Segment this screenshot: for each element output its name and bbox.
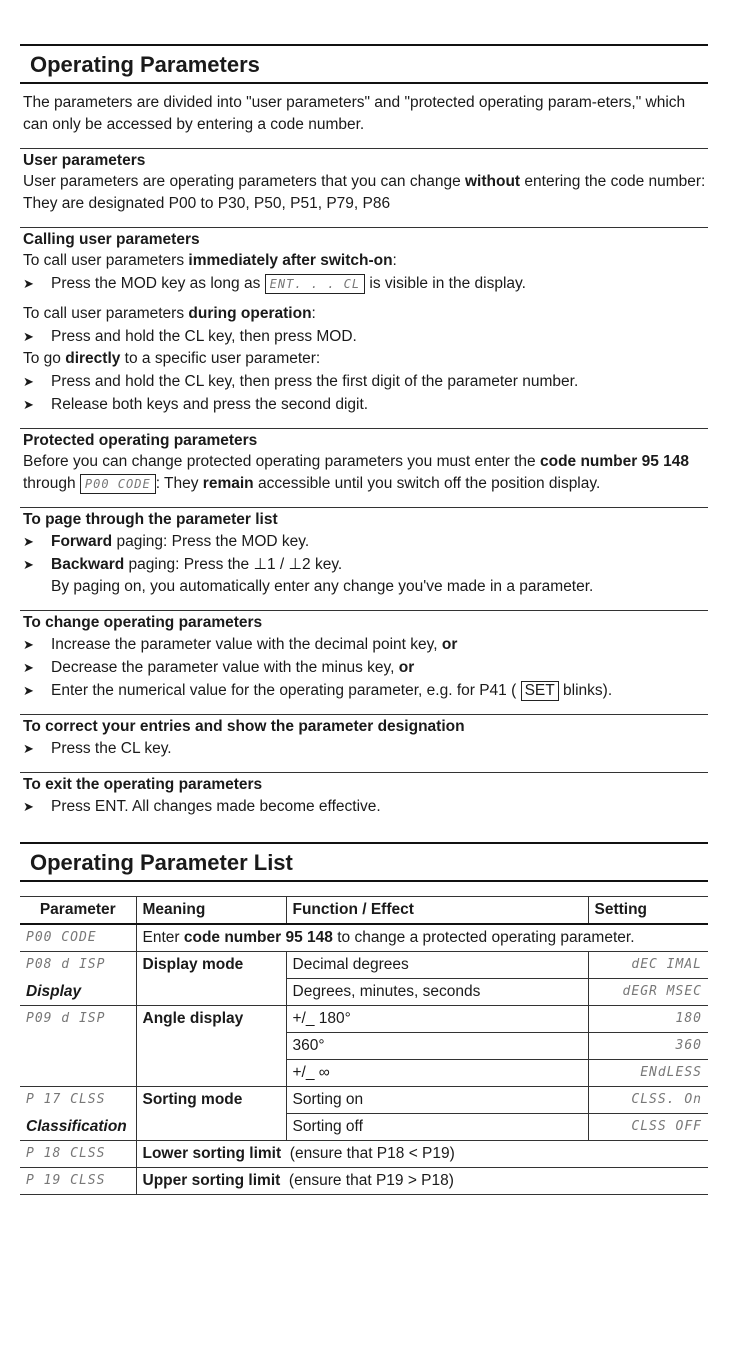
param-setting: dEC IMAL — [588, 952, 708, 979]
correct-section — [20, 714, 708, 760]
arrow-icon: ➤ — [23, 660, 34, 675]
param-code: P 19 CLSS — [20, 1168, 136, 1195]
change-title: To change operating parameters — [23, 614, 263, 631]
user-parameters-text: User parameters are operating parameters that you can change without entering the code number: They are designated P00 to P30, P50, P51, P79, P86 — [23, 173, 706, 212]
list-item: ➤ Press and hold the CL key, then press the first digit of the parameter number. — [20, 370, 708, 393]
param-setting: 180 — [588, 1006, 708, 1033]
arrow-icon: ➤ — [23, 374, 34, 389]
arrow-icon: ➤ — [23, 276, 34, 291]
protected-title: Protected operating parameters — [23, 432, 258, 449]
calling-line2: To call user parameters during operation: — [23, 305, 316, 322]
list-item: ➤ Backward paging: Press the ⊥1 / ⊥2 key. — [20, 553, 708, 576]
header-meaning: Meaning — [136, 897, 286, 925]
lcd-display: P00 CODE — [80, 474, 156, 494]
param-function: Sorting on — [286, 1087, 588, 1114]
arrow-icon: ➤ — [23, 557, 34, 572]
user-parameters-section — [20, 148, 708, 215]
lcd-display: ENT. . . CL — [265, 274, 365, 294]
calling-line3: To go directly to a specific user parameter: — [23, 350, 321, 367]
param-setting: dEGR MSEC — [622, 984, 702, 999]
intro-text: The parameters are divided into "user parameters" and "protected operating param-eters," which can only be accessed by entering a code number. — [23, 94, 686, 133]
change-section — [20, 610, 708, 702]
table-row — [20, 1087, 708, 1114]
arrow-icon: ➤ — [23, 397, 34, 412]
param-setting: CLSS OFF — [631, 1119, 702, 1134]
param-code: P 18 CLSS — [20, 1141, 136, 1168]
list-item: ➤ Press the MOD key as long as ENT. . . CL is visible in the display. — [20, 272, 708, 295]
table-row — [20, 924, 708, 952]
header-function: Function / Effect — [286, 897, 588, 925]
parameter-table — [20, 896, 708, 1195]
protected-section — [20, 428, 708, 495]
param-meaning: Sorting mode — [136, 1087, 286, 1141]
paging-title: To page through the parameter list — [23, 511, 278, 528]
row-text: Upper sorting limit (ensure that P19 > P18) — [142, 1172, 454, 1189]
exit-section — [20, 772, 708, 818]
list-item: ➤ Press ENT. All changes made become effective. — [20, 795, 708, 818]
list-item: ➤ Forward paging: Press the MOD key. — [20, 530, 708, 553]
paging-section — [20, 507, 708, 598]
set-box: SET — [521, 681, 559, 701]
table-row — [20, 1114, 708, 1141]
param-function: +/_ 180° — [286, 1006, 588, 1033]
param-sub: Display — [20, 979, 136, 1006]
list-item: ➤ Press the CL key. — [20, 737, 708, 760]
row-text: Enter code number 95 148 to change a protected operating parameter. — [142, 929, 635, 946]
table-row — [20, 1141, 708, 1168]
arrow-icon: ➤ — [23, 741, 34, 756]
param-function: Sorting off — [286, 1114, 588, 1141]
param-function: Decimal degrees — [286, 952, 588, 979]
param-code: P00 CODE — [20, 924, 136, 952]
list-section-title: Operating Parameter List — [20, 844, 708, 882]
param-code: P 17 CLSS — [20, 1087, 136, 1114]
section-title: Operating Parameters — [20, 46, 708, 84]
correct-title: To correct your entries and show the parameter designation — [23, 718, 465, 735]
list-item: ➤ Enter the numerical value for the operating parameter, e.g. for P41 ( SET blinks). — [20, 679, 708, 702]
row-text: Lower sorting limit (ensure that P18 < P19) — [142, 1145, 455, 1162]
param-function: +/_ ∞ — [286, 1060, 588, 1087]
param-setting: 360 — [588, 1033, 708, 1060]
table-row — [20, 979, 708, 1006]
table-row — [20, 1168, 708, 1195]
calling-title: Calling user parameters — [23, 231, 200, 248]
user-parameters-title: User parameters — [23, 152, 146, 169]
table-row — [20, 952, 708, 979]
arrow-icon: ➤ — [23, 534, 34, 549]
list-item: ➤ Release both keys and press the second digit. — [20, 393, 708, 416]
exit-title: To exit the operating parameters — [23, 776, 263, 793]
arrow-icon: ➤ — [23, 637, 34, 652]
param-code: P08 d ISP — [20, 952, 136, 979]
param-function: 360° — [286, 1033, 588, 1060]
protected-text: Before you can change protected operating parameters you must enter the code number 95 148 through P00 CODE : They remain accessible until you switch off the position display. — [23, 453, 690, 492]
param-meaning: Display mode — [136, 952, 286, 1006]
paging-note: By paging on, you automatically enter any change you've made in a parameter. — [51, 578, 594, 595]
list-item: ➤ Press and hold the CL key, then press MOD. — [20, 325, 708, 348]
param-setting: ENdLESS — [640, 1065, 702, 1080]
param-sub: Classification — [20, 1114, 136, 1141]
arrow-icon: ➤ — [23, 799, 34, 814]
arrow-icon: ➤ — [23, 329, 34, 344]
param-code: P09 d ISP — [20, 1006, 136, 1087]
list-item: ➤ Increase the parameter value with the decimal point key, or — [20, 633, 708, 656]
table-row — [20, 1006, 708, 1033]
param-function: Degrees, minutes, seconds — [286, 979, 588, 1006]
page — [20, 44, 708, 1195]
header-parameter: Parameter — [20, 897, 136, 925]
calling-line1: To call user parameters immediately after switch-on: — [23, 252, 397, 269]
table-header-row — [20, 897, 708, 925]
arrow-icon: ➤ — [23, 683, 34, 698]
list-item: ➤ Decrease the parameter value with the minus key, or — [20, 656, 708, 679]
calling-section — [20, 227, 708, 416]
param-meaning: Angle display — [136, 1006, 286, 1087]
header-setting: Setting — [588, 897, 708, 925]
param-setting: CLSS. On — [588, 1087, 708, 1114]
